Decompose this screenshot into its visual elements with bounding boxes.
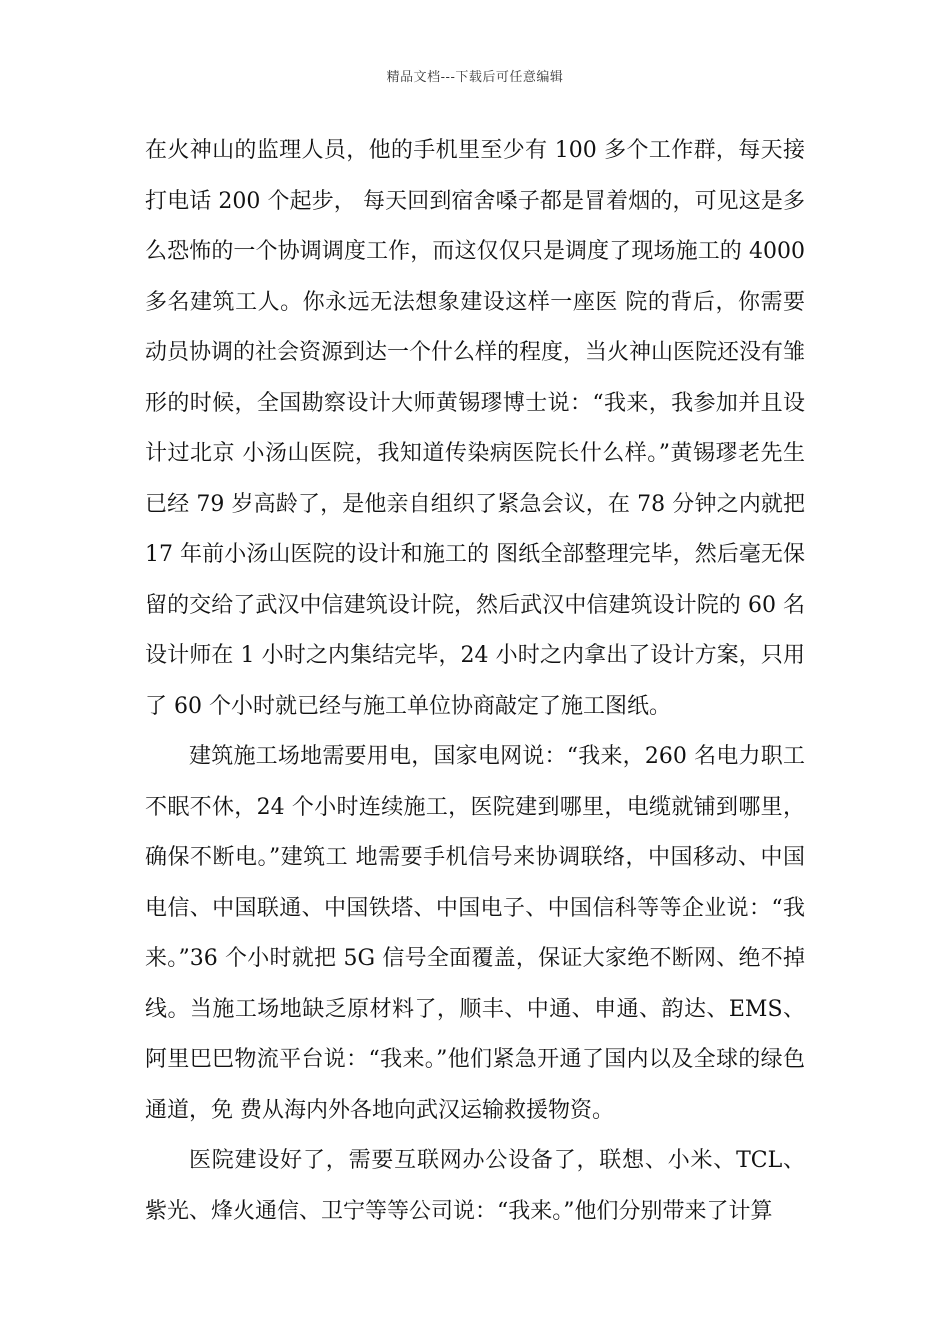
document-body (145, 126, 805, 1237)
paragraph-1: 在火神山的监理人员，他的手机里至少有 100 多个工作群，每天接打电话 200 个起步， 每天回到宿舍嗓子都是冒着烟的，可见这是多么恐怖的一个协调调度工作，而这仅仅只是调度了现场施工的 4000 多名建筑工人。你永远无法想象建设这样一座医 院的背后，你需要动员协调的社会资源到达一个什么样的程度，当火神山医院还没有雏形的时候，全国勘察设计大师黄锡璆博士说：“我来，我参加并且设计过北京 小汤山医院，我知道传染病医院长什么样。”黄锡璆老先生已经 79 岁高龄了，是他亲自组织了紧急会议，在 78 分钟之内就把 17 年前小汤山医院的设计和施工的 图纸全部整理完毕，然后毫无保留的交给了武汉中信建筑设计院，然后武汉中信建筑设计院的 60 名设计师在 1 小时之内集结完毕，24 小时之内拿出了设计方案，只用了 60 个小时就已经与施工单位协商敲定了施工图纸。 (145, 138, 806, 719)
paragraph-2: 建筑施工场地需要用电，国家电网说：“我来，260 名电力职工不眠不休，24 个小时连续施工，医院建到哪里，电缆就铺到哪里，确保不断电。”建筑工 地需要手机信号来协调联络，中国移动、中国电信、中国联通、中国铁塔、中国电子、中国信科等等企业说：“我来。”36 个小时就把 5G 信号全面覆盖，保证大家绝不断网、绝不掉线。当施工场地缺乏原材料了，顺丰、中通、申通、韵达、EMS、阿里巴巴物流平台说：“我来。”他们紧急开通了国内以及全球的绿色通道，免 费从海内外各地向武汉运输救援物资。 (145, 744, 805, 1123)
page-header: 精品文档---下载后可任意编辑 (386, 70, 564, 85)
paragraph-3: 医院建设好了，需要互联网办公设备了，联想、小米、TCL、紫光、烽火通信、卫宁等等公司说：“我来。”他们分别带来了计算 (145, 1148, 805, 1224)
